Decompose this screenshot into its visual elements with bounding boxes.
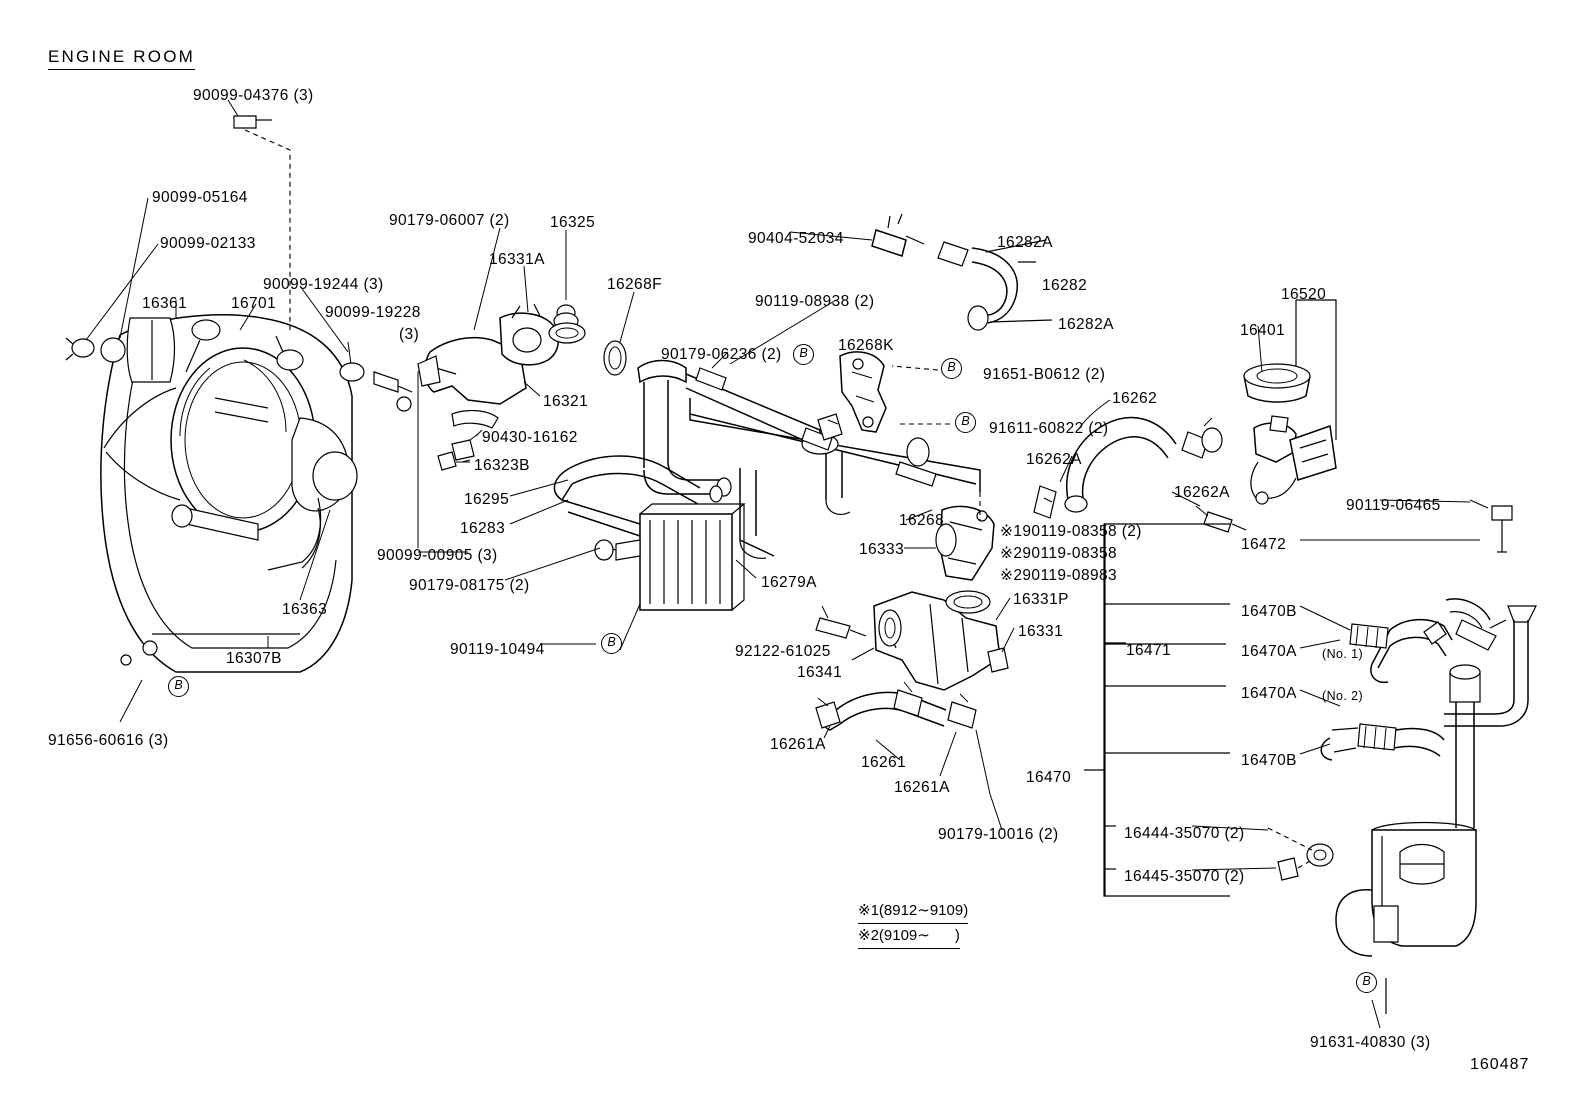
bracket-16268k bbox=[818, 352, 886, 440]
oil-cooler-16279a bbox=[595, 504, 866, 638]
note-2: ※2(9109∼ ) bbox=[858, 925, 960, 949]
part-label: 16321 bbox=[543, 393, 589, 410]
part-label: 16282 bbox=[1042, 277, 1088, 294]
part-label: 90179-06007 (2) bbox=[389, 212, 510, 229]
part-label: 16268K bbox=[838, 337, 894, 354]
part-label: 90119-10494 bbox=[450, 641, 545, 658]
part-label: 16331 bbox=[1018, 623, 1064, 640]
washer-tank-assembly bbox=[1084, 524, 1480, 1014]
bolt-marker-b: B bbox=[941, 358, 962, 379]
part-label: 16282A bbox=[1058, 316, 1114, 333]
part-label: 16261A bbox=[894, 779, 950, 796]
part-label: 91651-B0612 (2) bbox=[983, 366, 1106, 383]
part-label: 90404-52034 bbox=[748, 230, 844, 247]
bolt-marker-b: B bbox=[1356, 972, 1377, 993]
part-label: 16361 bbox=[142, 295, 188, 312]
part-label: 90119-06465 bbox=[1346, 497, 1441, 514]
washer-hoses bbox=[1321, 599, 1536, 760]
part-label: 92122-61025 bbox=[735, 643, 831, 660]
part-label: 16470 bbox=[1026, 769, 1072, 786]
heater-hose-16282 bbox=[872, 214, 1052, 330]
part-label: 16282A bbox=[997, 234, 1053, 251]
part-label: 16295 bbox=[464, 491, 510, 508]
part-label: 16262A bbox=[1174, 484, 1230, 501]
part-label: 16261A bbox=[770, 736, 826, 753]
part-label: 91656-60616 (3) bbox=[48, 732, 169, 749]
part-label: 16262A bbox=[1026, 451, 1082, 468]
part-label: ※190119-08358 (2) bbox=[1000, 523, 1142, 540]
part-label: 90119-08938 (2) bbox=[755, 293, 875, 310]
bolt-90119-06465 bbox=[1470, 500, 1512, 552]
part-label: 90099-05164 bbox=[152, 189, 248, 206]
part-label: 16470A bbox=[1241, 643, 1297, 660]
part-label: 16268F bbox=[607, 276, 662, 293]
page-title: ENGINE ROOM bbox=[48, 47, 195, 70]
part-label: 16470A bbox=[1241, 685, 1297, 702]
part-label: 16363 bbox=[282, 601, 328, 618]
grommets bbox=[1268, 828, 1333, 880]
part-label: 16444-35070 (2) bbox=[1124, 825, 1245, 842]
part-label: 90099-02133 bbox=[160, 235, 256, 252]
part-label: (3) bbox=[399, 326, 420, 343]
part-label: 90099-00905 (3) bbox=[377, 547, 498, 564]
part-label: 16333 bbox=[859, 541, 905, 558]
part-label: 90179-10016 (2) bbox=[938, 826, 1059, 843]
part-label: 16261 bbox=[861, 754, 907, 771]
part-label: 16470B bbox=[1241, 752, 1297, 769]
part-label: 16323B bbox=[474, 457, 530, 474]
water-inlet-16331 bbox=[816, 591, 1008, 730]
part-label: 90430-16162 bbox=[482, 429, 578, 446]
bolt-marker-b: B bbox=[955, 412, 976, 433]
fan-shroud-assembly bbox=[66, 315, 357, 672]
water-outlet-16333 bbox=[936, 506, 994, 580]
part-label: 16401 bbox=[1240, 322, 1286, 339]
part-label: 16262 bbox=[1112, 390, 1158, 407]
part-label: 90099-19228 bbox=[325, 304, 421, 321]
bolt-marker-b: B bbox=[168, 676, 189, 697]
part-label: ※290119-08358 bbox=[1000, 545, 1118, 562]
part-label: 16472 bbox=[1241, 536, 1287, 553]
part-label: 16341 bbox=[797, 664, 843, 681]
note-1: ※1(8912∼9109) bbox=[858, 900, 968, 924]
part-label: 16331A bbox=[489, 251, 545, 268]
part-label: 90179-06236 (2) bbox=[661, 346, 782, 363]
part-label: 90099-19244 (3) bbox=[263, 276, 384, 293]
part-label: 91611-60822 (2) bbox=[989, 420, 1109, 437]
part-label: 16268 bbox=[899, 512, 945, 529]
part-label-qualifier: (No. 1) bbox=[1322, 647, 1364, 661]
part-label: 16283 bbox=[460, 520, 506, 537]
part-label: 90099-04376 (3) bbox=[193, 87, 314, 104]
sheet-number: 160487 bbox=[1470, 1056, 1530, 1073]
bolt-marker-b: B bbox=[793, 344, 814, 365]
part-label: 16331P bbox=[1013, 591, 1069, 608]
bolt-marker-b: B bbox=[601, 633, 622, 654]
part-label: 16520 bbox=[1281, 286, 1327, 303]
part-label: 16445-35070 (2) bbox=[1124, 868, 1245, 885]
part-label: ※290119-08983 bbox=[1000, 567, 1118, 584]
part-label: 91631-40830 (3) bbox=[1310, 1034, 1431, 1051]
part-label: 16325 bbox=[550, 214, 596, 231]
part-label: 90179-08175 (2) bbox=[409, 577, 530, 594]
part-label: 16701 bbox=[231, 295, 277, 312]
part-label-qualifier: (No. 2) bbox=[1322, 689, 1364, 703]
part-label: 16471 bbox=[1126, 642, 1172, 659]
part-label: 16470B bbox=[1241, 603, 1297, 620]
part-label: 16279A bbox=[761, 574, 817, 591]
part-label: 16307B bbox=[226, 650, 282, 667]
